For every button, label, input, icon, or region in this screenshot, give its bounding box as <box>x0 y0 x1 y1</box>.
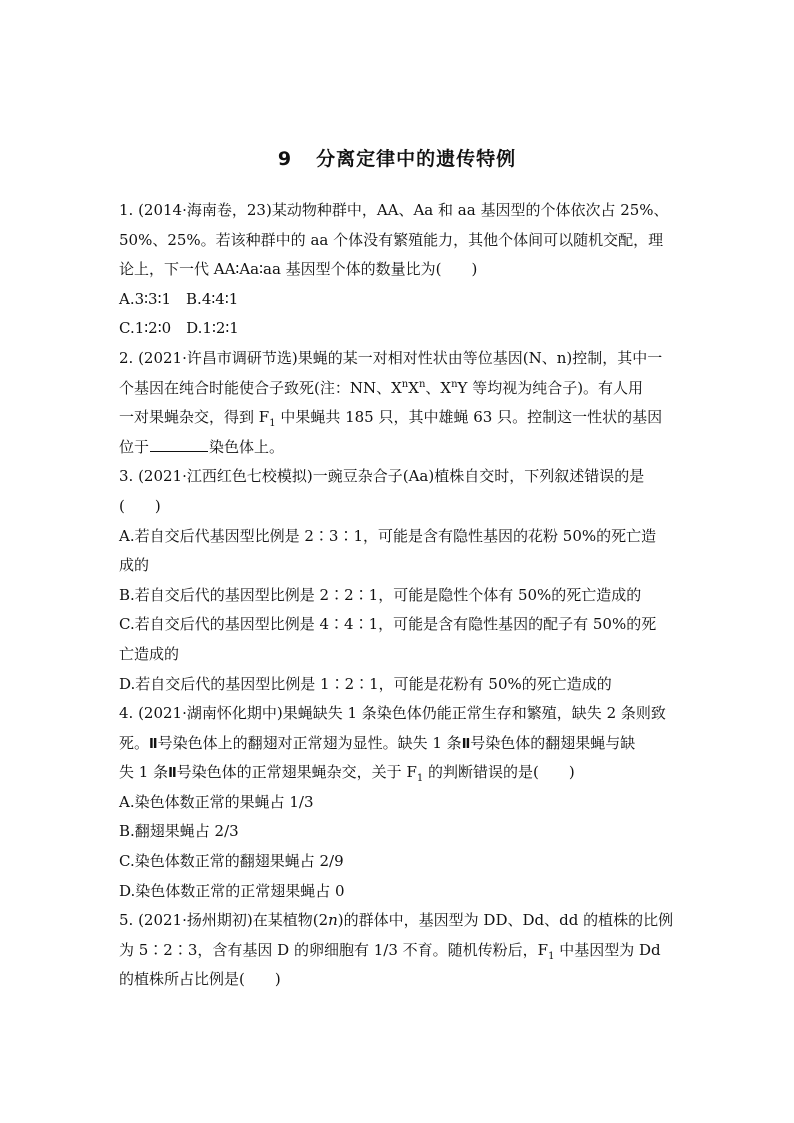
question-2-line-2-b: X <box>408 378 419 397</box>
subscript-1: 1 <box>269 418 276 430</box>
question-2-line-3 <box>119 403 679 433</box>
question-3-option-b: B.若自交后代的基因型比例是 2∶2∶1，可能是隐性个体有 50%的死亡造成的 <box>119 585 642 604</box>
question-5-line-2 <box>119 936 679 966</box>
question-4-line-3-a: 失 1 条 <box>119 763 169 782</box>
question-list <box>119 196 679 995</box>
question-5-line-2-b: 中基因型为 Dd <box>554 940 661 959</box>
roman-numeral-2: Ⅱ <box>149 736 158 752</box>
title-number: 9 <box>277 148 293 170</box>
question-4-line-2-a: 死。 <box>119 733 150 752</box>
question-5-line-1 <box>119 906 679 936</box>
page-title <box>0 144 794 171</box>
question-2-line-4-b: 染色体上。 <box>209 437 285 456</box>
question-3-option-a-2: 成的 <box>119 556 150 575</box>
question-1-line-1: 1. (2014·海南卷，23)某动物种群中，AA、Aa 和 aa 基因型的个体依次占 25%、 <box>119 201 669 219</box>
roman-numeral-2: Ⅱ <box>168 766 177 782</box>
question-4-line-3-c: 的判断错误的是( ) <box>423 763 575 782</box>
question-4-option-d: D.染色体数正常的正常翅果蝇占 0 <box>119 881 345 900</box>
roman-numeral-2: Ⅱ <box>461 736 471 752</box>
question-4-option-b: B.翻翅果蝇占 2/3 <box>119 822 239 841</box>
title-text: 分离定律中的遗传特例 <box>316 148 517 170</box>
superscript-n: n <box>418 378 426 390</box>
question-4-line-2-b: 号染色体上的翻翅对正常翅为显性。缺失 1 条 <box>157 733 462 752</box>
question-4 <box>119 699 679 906</box>
question-5-line-3: 的植株所占比例是( ) <box>119 970 281 989</box>
question-3-line-2: ( ) <box>119 496 161 515</box>
question-5-line-1-a: 5. (2021·扬州期初)在某植物(2 <box>119 911 329 930</box>
question-2-line-2-c: 、X <box>425 378 452 397</box>
question-1-line-2: 50%、25%。若该种群中的 aa 个体没有繁殖能力，其他个体间可以随机交配，理 <box>119 230 664 249</box>
question-4-line-1: 4. (2021·湖南怀化期中)果蝇缺失 1 条染色体仍能正常生存和繁殖，缺失 2 条则致 <box>119 704 666 723</box>
italic-n: n <box>328 911 338 930</box>
question-3-option-c-2: 亡造成的 <box>119 644 180 663</box>
question-3-option-d: D.若自交后代的基因型比例是 1∶2∶1，可能是花粉有 50%的死亡造成的 <box>119 674 612 693</box>
answer-blank[interactable] <box>150 433 208 452</box>
question-2-line-4-a: 位于 <box>119 437 150 456</box>
subscript-1: 1 <box>548 950 555 962</box>
question-4-line-2 <box>119 729 679 759</box>
superscript-n: n <box>401 378 409 390</box>
question-2-line-1: 2. (2021·许昌市调研节选)果蝇的某一对相对性状由等位基因(N、n)控制，其中一 <box>119 348 663 367</box>
question-4-option-a: A.染色体数正常的果蝇占 1/3 <box>119 792 314 811</box>
question-3-option-c-1: C.若自交后代的基因型比例是 4∶4∶1，可能是含有隐性基因的配子有 50%的死 <box>119 615 657 634</box>
question-1-options-ab: A.3∶3∶1 B.4∶4∶1 <box>119 289 239 308</box>
question-4-line-3-b: 号染色体的正常翅果蝇杂交，关于 F <box>176 763 417 782</box>
question-4-line-2-c: 号染色体的翻翅果蝇与缺 <box>470 733 636 752</box>
question-3 <box>119 462 679 699</box>
question-5 <box>119 906 679 995</box>
question-2-line-4 <box>119 433 679 463</box>
question-4-option-c: C.染色体数正常的翻翅果蝇占 2/9 <box>119 852 344 871</box>
question-2-line-3-b: 中果蝇共 185 只，其中雄蝇 63 只。控制这一性状的基因 <box>275 408 663 427</box>
subscript-1: 1 <box>416 773 424 785</box>
question-5-line-1-b: )的群体中，基因型为 DD、Dd、dd 的植株的比例 <box>337 911 674 930</box>
question-2 <box>119 344 679 462</box>
question-2-line-2-a: 个基因在纯合时能使合子致死(注：NN、X <box>119 378 402 397</box>
question-3-option-a-1: A.若自交后代基因型比例是 2∶3∶1，可能是含有隐性基因的花粉 50%的死亡造 <box>119 526 657 545</box>
question-1-line-3: 论上，下一代 AA∶Aa∶aa 基因型个体的数量比为( ) <box>119 260 478 279</box>
question-3-line-1: 3. (2021·江西红色七校模拟)一豌豆杂合子(Aa)植株自交时，下列叙述错误的是 <box>119 467 645 486</box>
question-1 <box>119 196 679 344</box>
question-1-options-cd: C.1∶2∶0 D.1∶2∶1 <box>119 319 239 338</box>
superscript-n: n <box>451 378 458 390</box>
question-4-line-3 <box>119 758 679 788</box>
question-5-line-2-a: 为 5∶2∶3，含有基因 D 的卵细胞有 1/3 不育。随机传粉后，F <box>119 940 549 959</box>
question-2-line-2-d: Y 等均视为纯合子)。有人用 <box>457 378 644 397</box>
question-2-line-3-a: 一对果蝇杂交，得到 F <box>119 408 270 427</box>
question-2-line-2 <box>119 374 679 404</box>
